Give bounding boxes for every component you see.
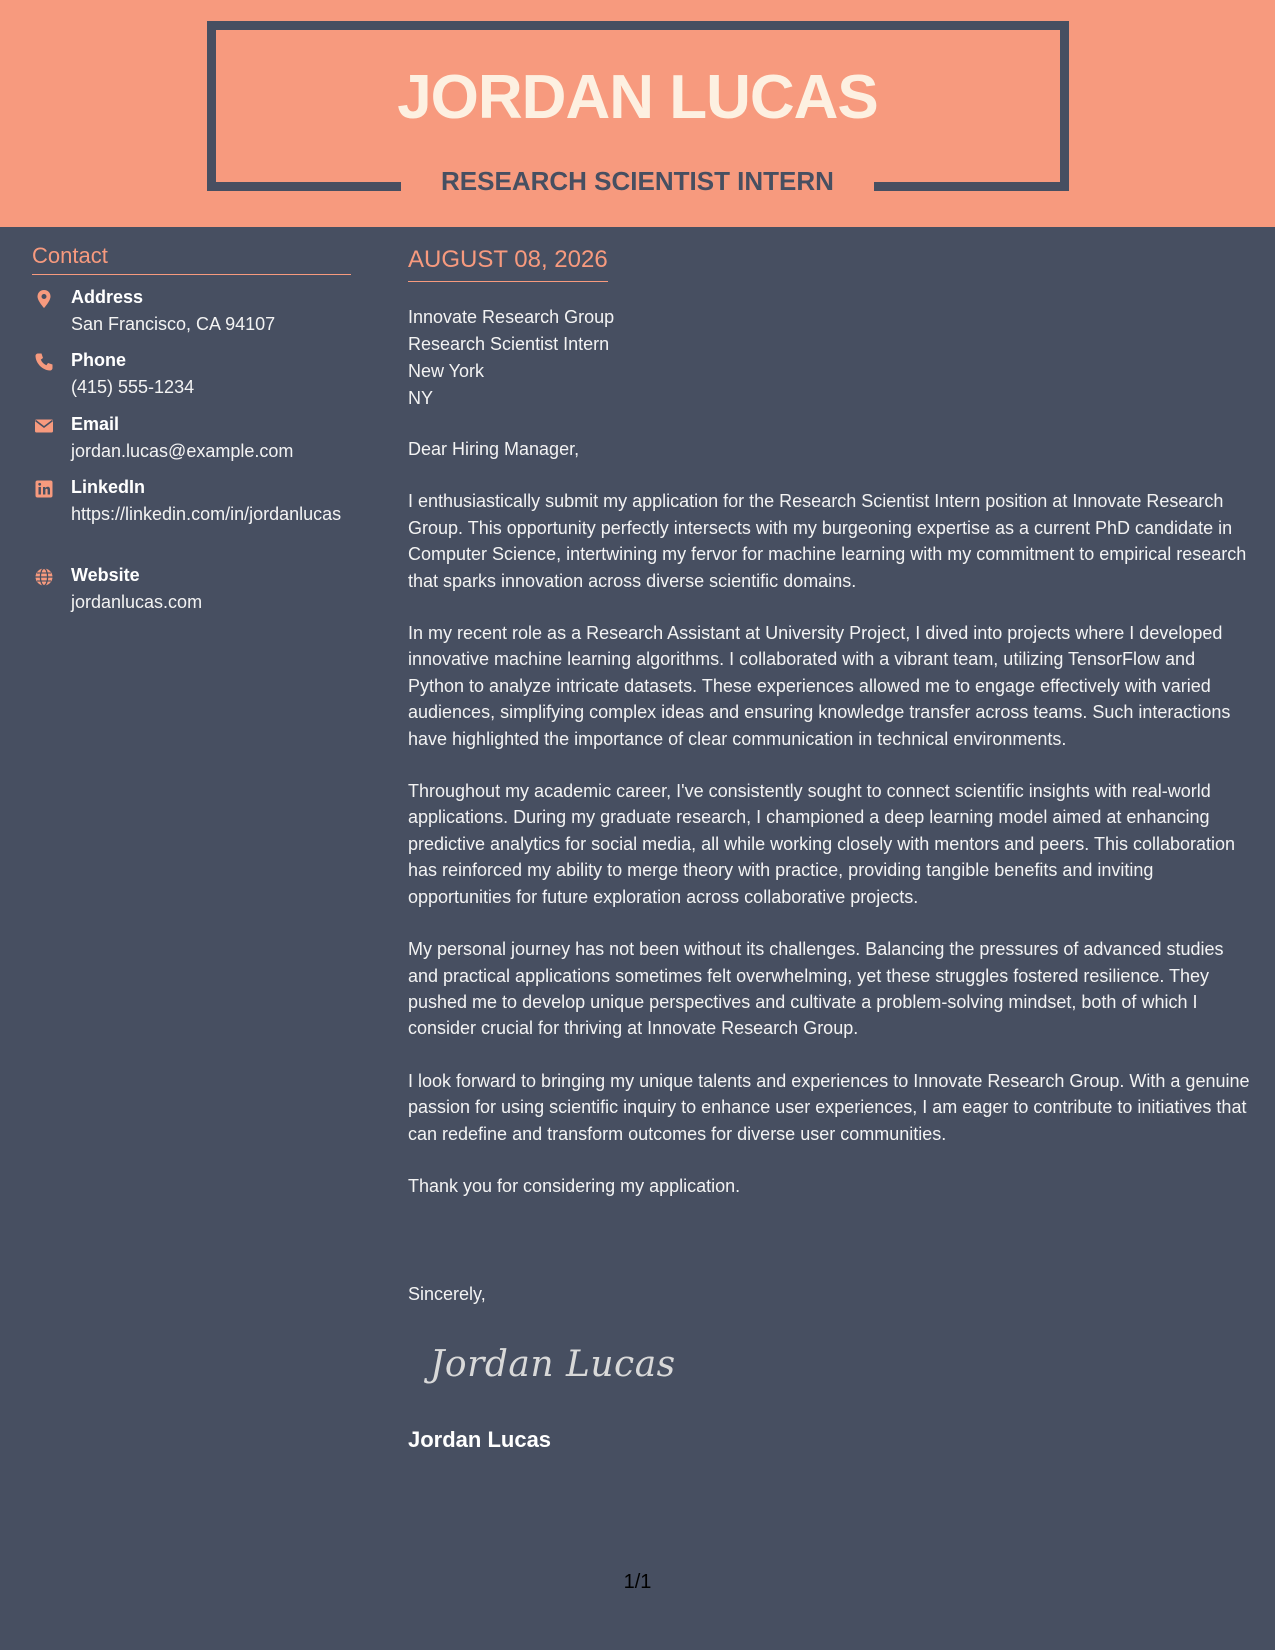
- paragraph: I look forward to bringing my unique talents and experiences to Innovate Research Group. With a genuine passion for using scientific inquiry to enhance user experiences, I am eager to contribute to initiatives that can redefine and transform outcomes for diverse user communities.: [408, 1070, 1250, 1144]
- linkedin-icon: [34, 479, 54, 499]
- salutation: Dear Hiring Manager,: [408, 439, 580, 459]
- closing: Sincerely,: [408, 1284, 486, 1304]
- handwritten-signature: Jordan Lucas: [430, 1344, 676, 1385]
- envelope-icon: [34, 416, 54, 436]
- job-title: RESEARCH SCIENTIST INTERN: [441, 166, 834, 196]
- recipient-position: Research Scientist Intern: [408, 334, 610, 354]
- contact-value: (415) 555-1234: [71, 377, 195, 397]
- map-pin-icon: [34, 289, 54, 309]
- contact-label: LinkedIn: [71, 477, 146, 497]
- paragraph: My personal journey has not been without its challenges. Balancing the pressures of advanced studies and practical applications sometimes felt overwhelming, yet these struggles fostered resilience. They pushed me to develop unique perspectives and cultivate a problem-solving mindset, both of which I consider crucial for thriving at Innovate Research Group.: [408, 939, 1224, 1039]
- contact-value: San Francisco, CA 94107: [71, 314, 276, 334]
- contact-value: jordanlucas.com: [71, 592, 203, 612]
- contact-label: Website: [71, 565, 140, 585]
- page-number: 1/1: [623, 1571, 652, 1593]
- contact-value: https://linkedin.com/in/jordanlucas: [71, 504, 342, 524]
- contact-value: jordan.lucas@example.com: [71, 441, 294, 461]
- recipient-city: New York: [408, 361, 485, 381]
- paragraph: Thank you for considering my application.: [408, 1175, 741, 1196]
- paragraph: Throughout my academic career, I've consistently sought to connect scientific insights with real-world applications. During my graduate research, I championed a deep learning model aimed at enhancing predictive analytics for social media, all while working closely with mentors and peers. This collaboration has reinforced my ability to merge theory with practice, providing tangible benefits and inviting opportunities for future exploration across collaborative projects.: [408, 781, 1236, 907]
- applicant-name: JORDAN LUCAS: [397, 63, 878, 132]
- contact-label: Address: [71, 287, 144, 307]
- recipient-state: NY: [408, 388, 434, 408]
- contact-label: Phone: [71, 350, 127, 370]
- letter-date: AUGUST 08, 2026: [408, 246, 608, 282]
- header-banner: [0, 0, 1275, 227]
- contact-label: Email: [71, 414, 120, 434]
- phone-icon: [34, 352, 54, 372]
- paragraph: In my recent role as a Research Assistant at University Project, I dived into projects where I developed innovative machine learning algorithms. I collaborated with a vibrant team, utilizing TensorFlow and Python to analyze intricate datasets. These experiences allowed me to engage effectively with varied audiences, simplifying complex ideas and ensuring knowledge transfer across teams. Such interactions have highlighted the importance of clear communication in technical environments.: [408, 623, 1231, 749]
- recipient-block: [408, 304, 614, 412]
- signer-name: Jordan Lucas: [408, 1427, 552, 1452]
- recipient-company: Innovate Research Group: [408, 307, 615, 327]
- letter-body: [408, 436, 1253, 1225]
- contact-heading: Contact: [32, 243, 351, 275]
- globe-icon: [34, 567, 54, 587]
- paragraph: I enthusiastically submit my application for the Research Scientist Intern position at Innovate Research Group. This opportunity perfectly intersects with my burgeoning expertise as a current PhD candidate in Computer Science, intertwining my fervor for machine learning with my commitment to empirical research that sparks innovation across diverse scientific domains.: [408, 491, 1247, 591]
